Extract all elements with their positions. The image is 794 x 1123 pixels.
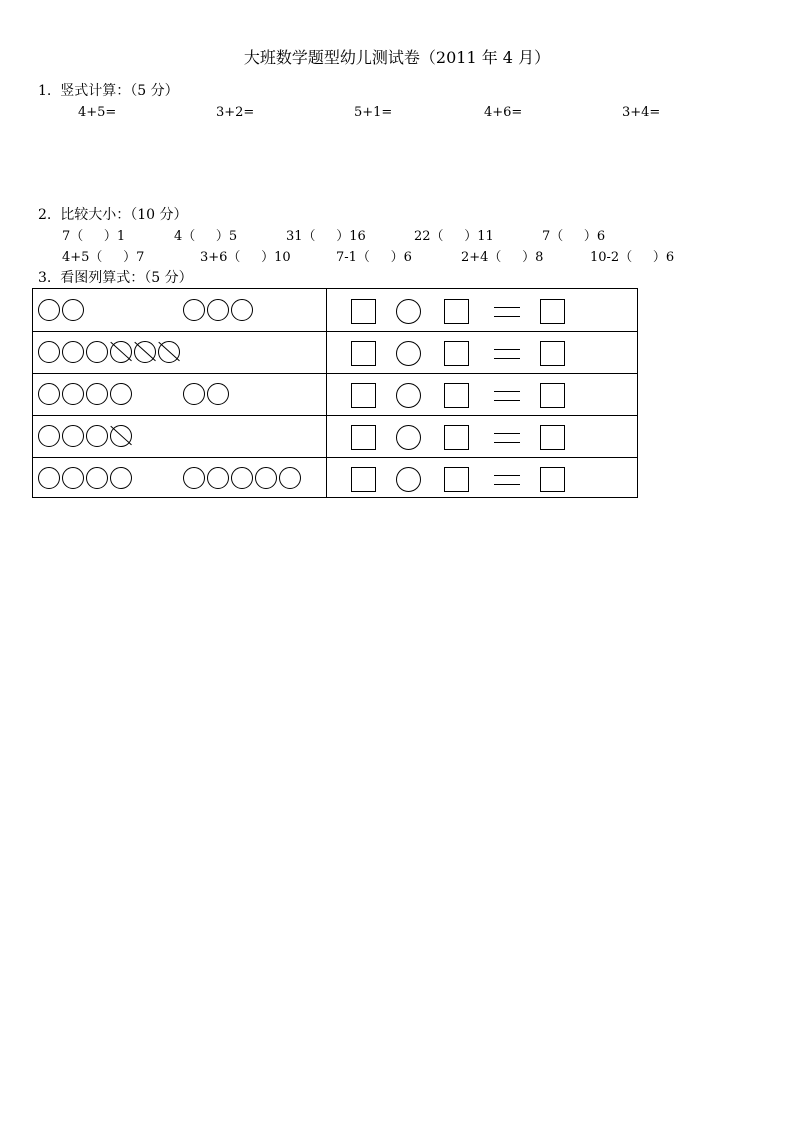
- circle-icon: [183, 299, 205, 321]
- section3-heading: 3. 看图列算式：（5 分）: [38, 270, 193, 286]
- compare-item: 31（ ）16: [286, 229, 366, 244]
- answer-box: [444, 467, 469, 492]
- answer-box: [540, 467, 565, 492]
- circle-icon: [207, 467, 229, 489]
- circle-icon: [183, 467, 205, 489]
- compare-item: 22（ ）11: [414, 229, 494, 244]
- operator-circle: [396, 341, 421, 366]
- circle-icon: [86, 341, 108, 363]
- compare-item: 3+6（ ）10: [200, 250, 291, 265]
- picture-equation-table: [32, 288, 638, 498]
- compare-item: 4（ ）5: [174, 229, 238, 244]
- compare-item: 10-2（ ）6: [590, 250, 675, 265]
- compare-item: 2+4（ ）8: [461, 250, 544, 265]
- operator-circle: [396, 383, 421, 408]
- answer-box: [540, 383, 565, 408]
- table-row-divider: [33, 415, 637, 416]
- answer-box: [444, 341, 469, 366]
- answer-box: [540, 299, 565, 324]
- equals-sign: [494, 475, 520, 485]
- circle-icon: [110, 467, 132, 489]
- circle-icon: [86, 383, 108, 405]
- answer-box: [540, 425, 565, 450]
- circle-icon: [279, 467, 301, 489]
- equals-sign: [494, 391, 520, 401]
- crossed-circle-icon: [158, 341, 180, 363]
- problem-1: 4+5=: [78, 105, 117, 120]
- circle-icon: [38, 383, 60, 405]
- section1-heading: 1. 竖式计算：（5 分）: [38, 83, 179, 99]
- circle-icon: [62, 467, 84, 489]
- circle-icon: [38, 425, 60, 447]
- problem-2: 3+2=: [216, 105, 255, 120]
- answer-box: [351, 383, 376, 408]
- circle-icon: [38, 341, 60, 363]
- strike-mark: [110, 342, 132, 362]
- strike-mark: [110, 426, 132, 446]
- compare-item: 7-1（ ）6: [336, 250, 412, 265]
- answer-box: [444, 299, 469, 324]
- equals-sign: [494, 307, 520, 317]
- compare-item: 7（ ）6: [542, 229, 606, 244]
- compare-item: 7（ ）1: [62, 229, 126, 244]
- compare-item: 4+5（ ）7: [62, 250, 145, 265]
- page-title: 大班数学题型幼儿测试卷（2011 年 4 月）: [243, 48, 551, 67]
- equals-sign: [494, 433, 520, 443]
- answer-box: [540, 341, 565, 366]
- strike-mark: [158, 342, 180, 362]
- table-divider: [326, 289, 327, 497]
- table-row-divider: [33, 331, 637, 332]
- circle-icon: [62, 299, 84, 321]
- circle-icon: [38, 467, 60, 489]
- answer-box: [351, 341, 376, 366]
- answer-box: [351, 467, 376, 492]
- problem-5: 3+4=: [622, 105, 661, 120]
- answer-box: [351, 425, 376, 450]
- circle-icon: [231, 299, 253, 321]
- circle-icon: [86, 467, 108, 489]
- circle-icon: [38, 299, 60, 321]
- crossed-circle-icon: [134, 341, 156, 363]
- section2-heading: 2. 比较大小：（10 分）: [38, 207, 188, 223]
- table-row-divider: [33, 373, 637, 374]
- circle-icon: [207, 299, 229, 321]
- circle-icon: [255, 467, 277, 489]
- crossed-circle-icon: [110, 425, 132, 447]
- equals-sign: [494, 349, 520, 359]
- circle-icon: [62, 383, 84, 405]
- circle-icon: [62, 425, 84, 447]
- operator-circle: [396, 467, 421, 492]
- table-row-divider: [33, 457, 637, 458]
- problem-3: 5+1=: [354, 105, 393, 120]
- circle-icon: [183, 383, 205, 405]
- operator-circle: [396, 299, 421, 324]
- problem-4: 4+6=: [484, 105, 523, 120]
- answer-box: [351, 299, 376, 324]
- answer-box: [444, 425, 469, 450]
- operator-circle: [396, 425, 421, 450]
- circle-icon: [86, 425, 108, 447]
- crossed-circle-icon: [110, 341, 132, 363]
- answer-box: [444, 383, 469, 408]
- circle-icon: [62, 341, 84, 363]
- circle-icon: [207, 383, 229, 405]
- circle-icon: [110, 383, 132, 405]
- strike-mark: [134, 342, 156, 362]
- circle-icon: [231, 467, 253, 489]
